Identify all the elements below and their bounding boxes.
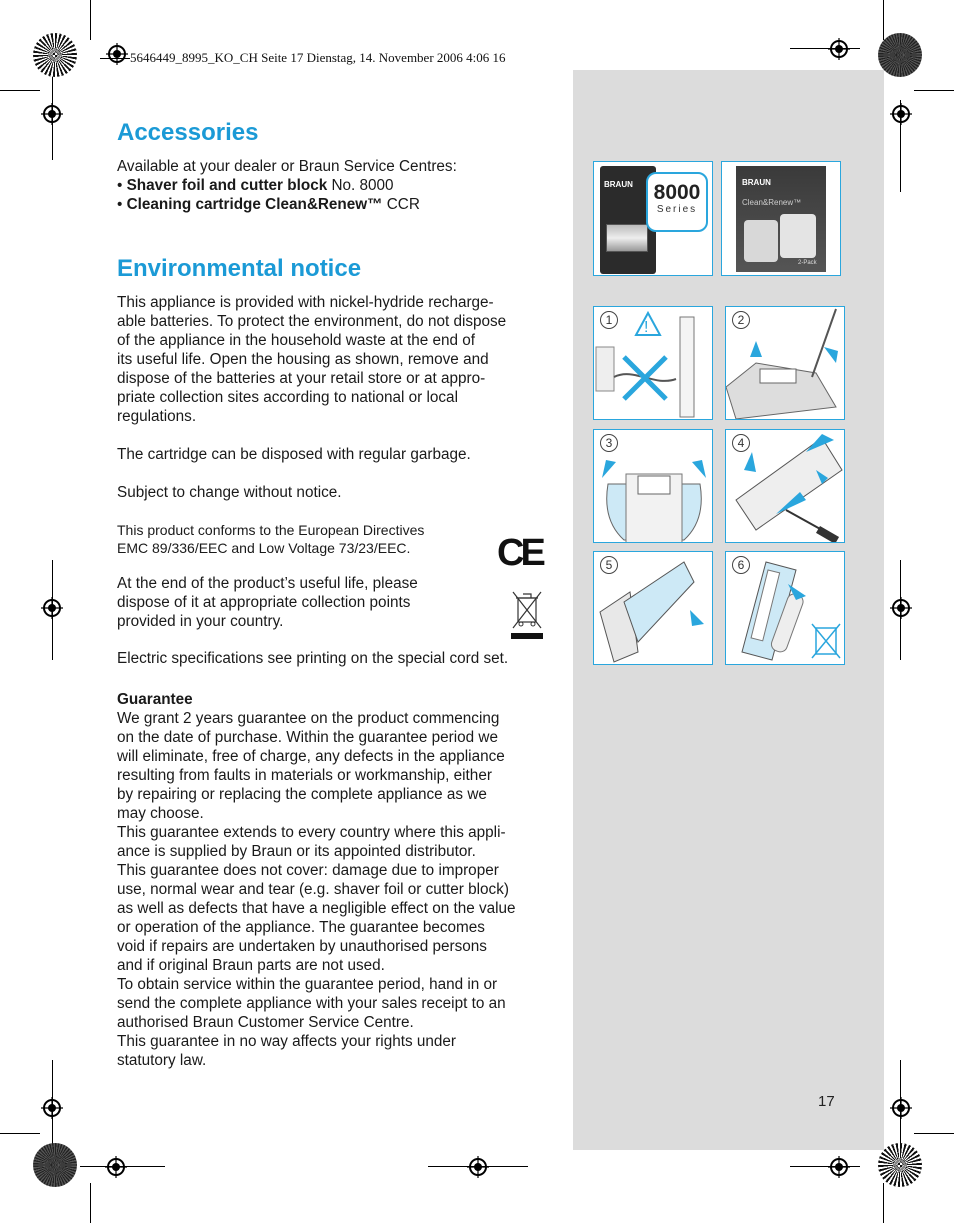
- accessory-item-name: Cleaning cartridge Clean&Renew™: [126, 196, 383, 213]
- crop-mark: [0, 1133, 40, 1134]
- remove-batteries-illustration: [726, 552, 845, 665]
- model-number: 8000: [653, 181, 701, 204]
- step-number: 1: [600, 311, 618, 329]
- crossed-bin-icon: [510, 588, 544, 640]
- end-of-life-text: At the end of the product’s useful life, please dispose of it at appropriate collection points provided in your country.: [117, 575, 418, 630]
- unplug-warning-illustration: [594, 307, 713, 420]
- step-number: 6: [732, 556, 750, 574]
- pack-count: 2-Pack: [798, 260, 817, 266]
- clean-renew-pack-image: [721, 161, 841, 276]
- remove-cover-illustration: [594, 430, 713, 543]
- crop-mark: [90, 1183, 91, 1223]
- registration-mark-icon: [467, 1156, 489, 1178]
- registration-mark-icon: [828, 1156, 850, 1178]
- environment-paragraph: This appliance is provided with nickel-hydride recharge- able batteries. To protect the environment, do not dispose of the appliance in the household waste at the end of its useful life. Open the housing as shown, remove and dispose of the batteries at your retail store or at appro- priate collection sites according to national or local regulations.: [117, 294, 507, 425]
- crop-mark: [914, 1133, 954, 1134]
- registration-mark-icon: [890, 597, 912, 619]
- registration-mark-icon: [41, 103, 63, 125]
- registration-mark-icon: [828, 38, 850, 60]
- page-number: 17: [818, 1093, 835, 1110]
- foil-cutter-pack-image: [593, 161, 713, 276]
- step-number: 5: [600, 556, 618, 574]
- accessory-item-detail: No. 8000: [327, 177, 394, 194]
- model-series: Series: [656, 204, 698, 215]
- product-name: Clean&Renew™: [742, 198, 802, 207]
- step-figure-4: [725, 429, 845, 543]
- model-badge: [646, 172, 708, 232]
- environment-heading: Environmental notice: [117, 255, 362, 282]
- cartridge-disposal-text: The cartridge can be disposed with regular garbage.: [117, 446, 471, 463]
- pack-foil-image: [606, 224, 648, 252]
- open-housing-illustration: [726, 307, 845, 420]
- unscrew-illustration: [726, 430, 845, 543]
- brand-logo: BRAUN: [742, 178, 771, 187]
- registration-mark-icon: [890, 1097, 912, 1119]
- step-figure-3: [593, 429, 713, 543]
- registration-mark-icon: [106, 43, 128, 65]
- crop-mark: [0, 90, 40, 91]
- crop-mark: [883, 0, 884, 40]
- svg-text:!: !: [644, 319, 649, 336]
- lift-board-illustration: [594, 552, 713, 665]
- print-slug: 5646449_8995_KO_CH Seite 17 Dienstag, 14. November 2006 4:06 16: [130, 50, 506, 65]
- star-target-icon: [878, 33, 922, 77]
- ce-mark-icon: CE: [497, 532, 542, 574]
- star-target-icon: [33, 1143, 77, 1187]
- change-notice-text: Subject to change without notice.: [117, 484, 342, 501]
- star-target-icon: [33, 33, 77, 77]
- star-target-icon: [878, 1143, 922, 1187]
- accessory-item-detail: CCR: [382, 196, 420, 213]
- guarantee-heading: Guarantee: [117, 691, 193, 708]
- accessory-item: • Shaver foil and cutter block No. 8000: [117, 177, 394, 194]
- text-column: [117, 118, 549, 1070]
- cartridge-image: [780, 214, 816, 258]
- accessories-heading: Accessories: [117, 119, 259, 146]
- crop-mark: [883, 1183, 884, 1223]
- registration-mark-icon: [41, 597, 63, 619]
- crop-mark: [90, 0, 91, 40]
- accessory-item-name: Shaver foil and cutter block: [126, 177, 328, 194]
- brand-logo: BRAUN: [604, 180, 633, 189]
- accessory-item: • Cleaning cartridge Clean&Renew™ CCR: [117, 196, 420, 213]
- step-figure-6: [725, 551, 845, 665]
- step-number: 4: [732, 434, 750, 452]
- registration-mark-icon: [41, 1097, 63, 1119]
- electric-spec-text: Electric specifications see printing on the special cord set.: [117, 650, 509, 667]
- accessories-intro: Available at your dealer or Braun Service Centres:: [117, 158, 457, 175]
- step-figure-5: [593, 551, 713, 665]
- step-figure-1: [593, 306, 713, 420]
- registration-mark-icon: [890, 103, 912, 125]
- step-figure-2: [725, 306, 845, 420]
- guarantee-text: We grant 2 years guarantee on the product commencing on the date of purchase. Within the guarantee period we will eliminate, free of charge, any defects in the appliance resulting from faults in materials or workmanship, either by repairing or replacing the complete appliance as we may choose. This guarantee extends to every country where this appli- ance is supplied by Braun or its appointed distributor. This guarantee does not cover: damage due to improper use, normal wear and tear (e.g. shaver foil or cutter block) as well as defects that have a negligible effect on the value or operation of the appliance. The guarantee becomes void if repairs are undertaken by unauthorised persons and if original Braun parts are not used. To obtain service within the guarantee period, hand in or send the complete appliance with your sales receipt to an authorised Braun Customer Service Centre. This guarantee in no way affects your rights under statutory law.: [117, 710, 516, 1069]
- step-number: 3: [600, 434, 618, 452]
- conformity-text: This product conforms to the European Directives EMC 89/336/EEC and Low Voltage 73/23/EEC.: [117, 522, 425, 556]
- crop-mark: [914, 90, 954, 91]
- step-number: 2: [732, 311, 750, 329]
- registration-mark-icon: [105, 1156, 127, 1178]
- cartridge-image: [744, 220, 778, 262]
